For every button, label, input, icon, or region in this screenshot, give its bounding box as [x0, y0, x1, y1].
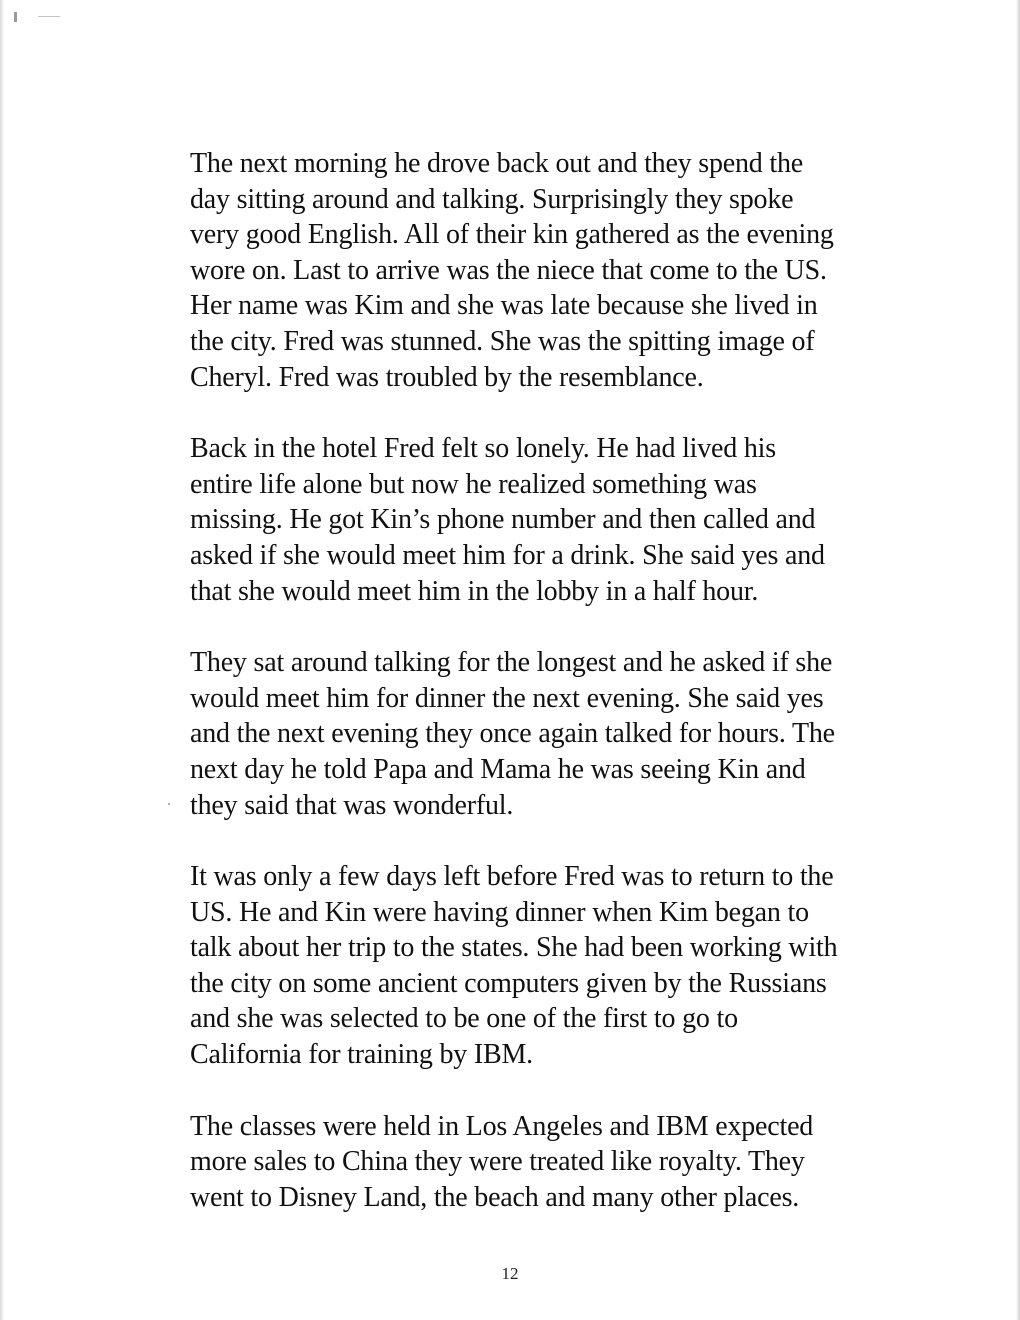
text-line: missing. He got Kin’s phone number and then called and	[190, 504, 816, 536]
paragraph	[190, 859, 930, 1073]
text-line: The classes were held in Los Angeles and IBM expected	[190, 1110, 814, 1142]
text-line: went to Disney Land, the beach and many other places.	[190, 1181, 800, 1213]
body-text	[190, 146, 930, 1251]
text-line: the city. Fred was stunned. She was the spitting image of	[190, 325, 815, 357]
scan-edge-right	[1016, 0, 1020, 1320]
text-line: next day he told Papa and Mama he was seeing Kin and	[190, 753, 806, 785]
scan-edge-left	[0, 0, 4, 1320]
scan-corner-mark	[14, 12, 17, 22]
text-line: very good English. All of their kin gathered as the evening	[190, 219, 834, 251]
text-line: wore on. Last to arrive was the niece that come to the US.	[190, 254, 827, 286]
text-line: would meet him for dinner the next evening. She said yes	[190, 682, 824, 714]
text-line: Cheryl. Fred was troubled by the resemblance.	[190, 361, 704, 393]
text-line: California for training by IBM.	[190, 1039, 533, 1071]
scan-corner-dash	[38, 16, 60, 17]
text-line: Back in the hotel Fred felt so lonely. He had lived his	[190, 433, 776, 465]
text-line: talk about her trip to the states. She had been working with	[190, 932, 838, 964]
text-line: asked if she would meet him for a drink. She said yes and	[190, 539, 825, 571]
text-line: and the next evening they once again talked for hours. The	[190, 718, 835, 750]
page-number: 12	[501, 1264, 519, 1283]
text-line: that she would meet him in the lobby in a half hour.	[190, 575, 759, 607]
text-line: They sat around talking for the longest and he asked if she	[190, 647, 833, 679]
paragraph	[190, 146, 930, 395]
text-line: and she was selected to be one of the first to go to	[190, 1003, 738, 1035]
text-line: entire life alone but now he realized something was	[190, 468, 757, 500]
text-line: more sales to China they were treated like royalty. They	[190, 1146, 805, 1178]
text-line: It was only a few days left before Fred was to return to the	[190, 861, 834, 893]
text-line: Her name was Kim and she was late because she lived in	[190, 290, 818, 322]
text-line: they said that was wonderful.	[190, 789, 514, 821]
paragraph	[190, 431, 930, 609]
paragraph	[190, 1109, 930, 1216]
text-line: the city on some ancient computers given by the Russians	[190, 967, 827, 999]
text-line: US. He and Kin were having dinner when Kim began to	[190, 896, 809, 928]
scan-speck	[168, 803, 170, 805]
paragraph	[190, 645, 930, 823]
text-line: The next morning he drove back out and they spend the	[190, 148, 804, 179]
text-line: day sitting around and talking. Surprisingly they spoke	[190, 183, 794, 215]
